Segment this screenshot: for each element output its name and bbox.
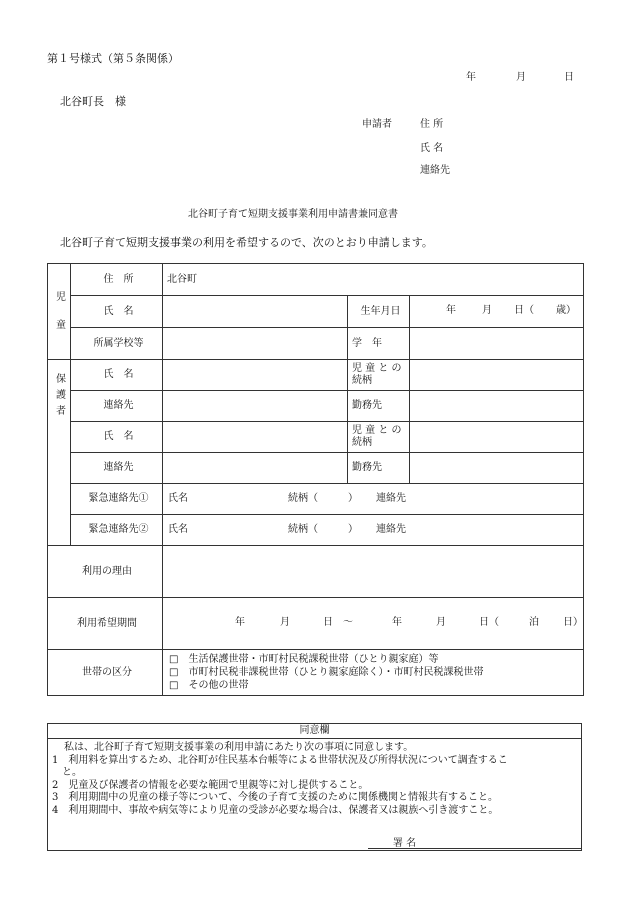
emergency2-name: 氏名: [168, 524, 188, 535]
grade-field[interactable]: [410, 328, 584, 360]
guardian1-name-label: 氏 名: [71, 360, 163, 391]
consent-item-1-cont: と。: [52, 767, 82, 778]
child-address-value[interactable]: 北谷町: [163, 264, 584, 296]
applicant-label: 申請者: [362, 119, 392, 130]
period-start-year: 年: [235, 617, 245, 628]
household-label: 世帯の区分: [48, 650, 163, 696]
period-label: 利用希望期間: [48, 598, 163, 650]
consent-section: [47, 723, 582, 851]
guardian2-name-field[interactable]: [163, 422, 348, 453]
emergency2-field[interactable]: [163, 515, 584, 546]
consent-heading: 同意欄: [48, 724, 581, 739]
emergency2-relation: 続柄（ ）: [288, 524, 358, 535]
guardian2-work-label: 勤務先: [348, 453, 410, 484]
household-options: [163, 650, 584, 696]
household-option-2[interactable]: □ 市町村民税非課税世帯（ひとり親家庭除く）・市町村民税課税世帯: [169, 667, 484, 678]
period-start-day: 日: [323, 617, 333, 628]
guardian1-relation-label: 児 童 と の 続柄: [348, 360, 410, 391]
signature-label: 署 名: [393, 838, 417, 849]
grade-label: 学 年: [348, 328, 410, 360]
birthdate-label: 生年月日: [348, 296, 410, 328]
emergency1-contact: 連絡先: [376, 493, 406, 504]
emergency1-relation: 続柄（ ）: [288, 493, 358, 504]
guardian2-work-field[interactable]: [410, 453, 584, 484]
child-address-label: 住 所: [71, 264, 163, 296]
consent-lead: 私は、北谷町子育て短期支援事業の利用申請にあたり次の事項に同意します。: [64, 742, 414, 753]
guardian2-contact-label: 連絡先: [71, 453, 163, 484]
consent-item-4: 4 利用期間中、事故や病気等により児童の受診が必要な場合は、保護者又は親族へ引き渡すこと。: [52, 804, 499, 816]
form-id: 第１号様式（第５条関係）: [47, 52, 179, 65]
school-field[interactable]: [163, 328, 348, 360]
guardian1-relation-field[interactable]: [410, 360, 584, 391]
date-year: 年: [466, 72, 476, 83]
guardian1-work-label: 勤務先: [348, 391, 410, 422]
applicant-address-label: 住 所: [420, 119, 444, 130]
emergency2-label: 緊急連絡先②: [71, 515, 163, 546]
birthdate-field[interactable]: [410, 296, 584, 328]
emergency1-field[interactable]: [163, 484, 584, 515]
period-start-month: 月: [280, 617, 290, 628]
form-title: 北谷町子育て短期支援事業利用申請書兼同意書: [188, 209, 398, 220]
period-field[interactable]: [163, 598, 584, 650]
household-option-1[interactable]: □ 生活保護世帯・市町村民税課税世帯（ひとり親家庭）等: [169, 654, 439, 665]
guardian1-contact-field[interactable]: [163, 391, 348, 422]
birth-age: 歳）: [556, 305, 576, 316]
consent-item-1: 1 利用料を算出するため、北谷町が住民基本台帳等による世帯状況及び所得状況について調査するこ: [52, 754, 508, 766]
date-month: 月: [516, 72, 526, 83]
birth-year: 年: [446, 305, 456, 316]
reason-label: 利用の理由: [48, 546, 163, 598]
date-day: 日: [564, 72, 574, 83]
household-option-3[interactable]: □ その他の世帯: [169, 680, 249, 691]
submission-date: [0, 68, 630, 82]
child-name-label: 氏 名: [71, 296, 163, 328]
consent-body: [48, 739, 581, 817]
birth-day: 日（: [514, 305, 534, 316]
applicant-name-label: 氏 名: [420, 143, 444, 154]
addressee: 北谷町長 様: [60, 95, 126, 108]
period-end-year: 年: [392, 617, 402, 628]
emergency2-contact: 連絡先: [376, 524, 406, 535]
guardian2-name-label: 氏 名: [71, 422, 163, 453]
intro-text: 北谷町子育て短期支援事業の利用を希望するので、次のとおり申請します。: [60, 236, 433, 249]
guardian-group-label: 保 護 者: [48, 360, 71, 546]
guardian2-relation-label: 児 童 と の 続柄: [348, 422, 410, 453]
period-close: 日）: [563, 617, 583, 628]
consent-item-2: 2 児童及び保護者の情報を必要な範囲で里親等に対し提供すること。: [52, 779, 369, 791]
period-tilde: ～: [343, 617, 353, 628]
guardian2-contact-field[interactable]: [163, 453, 348, 484]
period-end-day: 日（: [479, 617, 499, 628]
guardian1-name-field[interactable]: [163, 360, 348, 391]
school-label: 所属学校等: [71, 328, 163, 360]
birth-month: 月: [482, 305, 492, 316]
child-name-field[interactable]: [163, 296, 348, 328]
guardian1-contact-label: 連絡先: [71, 391, 163, 422]
emergency1-name: 氏名: [168, 493, 188, 504]
consent-item-3: 3 利用期間中の児童の様子等について、今後の子育て支援のために関係機関と情報共有すること。: [52, 792, 498, 803]
period-nights: 泊: [529, 617, 539, 628]
reason-field[interactable]: [163, 546, 584, 598]
application-table: [47, 263, 584, 696]
emergency1-label: 緊急連絡先①: [71, 484, 163, 515]
guardian1-work-field[interactable]: [410, 391, 584, 422]
applicant-contact-label: 連絡先: [420, 165, 450, 176]
guardian2-relation-field[interactable]: [410, 422, 584, 453]
signature-line[interactable]: [368, 848, 581, 849]
child-group-label: 児 童: [48, 264, 71, 360]
period-end-month: 月: [436, 617, 446, 628]
